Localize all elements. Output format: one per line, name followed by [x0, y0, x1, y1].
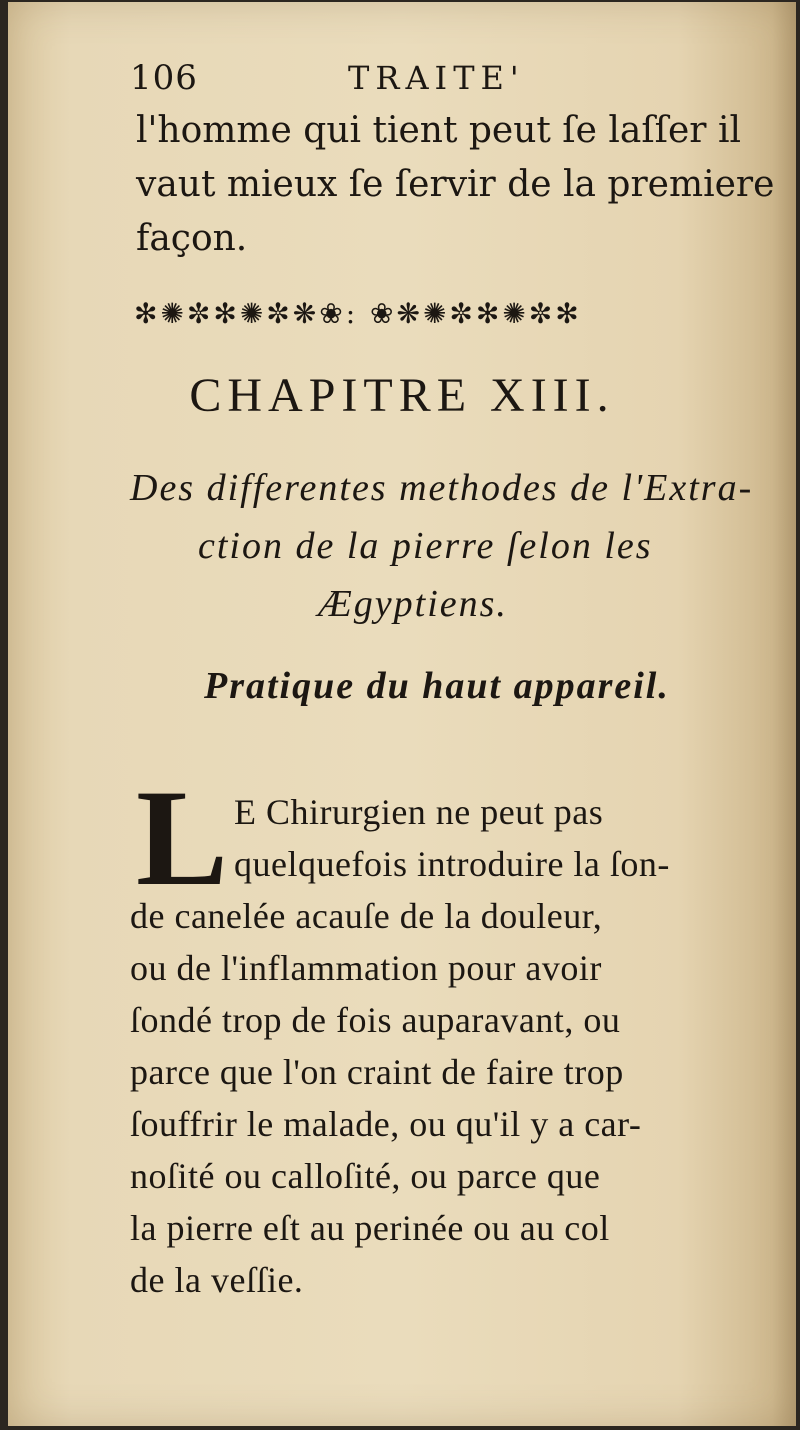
drop-cap: L: [136, 761, 229, 914]
body-line: ou de l'inflammation pour avoir: [130, 948, 602, 988]
running-head: [130, 54, 710, 102]
body-line: ſouffrir le malade, ou qu'il y a car-: [130, 1104, 642, 1144]
page-number: 106: [130, 58, 198, 98]
carryover-line: vaut mieux ſe ſervir de la premiere: [136, 164, 775, 205]
ornament-band: ✻✺✼✻✺✼❋❀: ❀❋✺✼✻✺✼✻: [134, 297, 582, 330]
body-line: de la veſſie.: [130, 1260, 304, 1300]
body-line: la pierre eſt au perinée ou au col: [130, 1208, 610, 1248]
section-heading: Pratique du haut appareil.: [204, 665, 670, 707]
running-head-title: TRAITE': [348, 59, 525, 97]
body-line: noſité ou calloſité, ou parce que: [130, 1156, 601, 1196]
carryover-line: l'homme qui tient peut ſe laſſer il: [136, 110, 741, 151]
subtitle-line: Des differentes methodes de l'Extra-: [130, 467, 754, 509]
body-line: E Chirurgien ne peut pas: [234, 792, 604, 832]
carryover-line: façon.: [136, 218, 248, 259]
body-line: quelquefois introduire la ſon-: [234, 844, 670, 884]
body-line: de canelée acauſe de la douleur,: [130, 896, 603, 936]
chapter-title: CHAPITRE XIII.: [189, 369, 615, 422]
body-line: ſondé trop de fois auparavant, ou: [130, 1000, 621, 1040]
subtitle-line: Ægyptiens.: [318, 583, 508, 625]
subtitle-line: ction de la pierre ſelon les: [198, 525, 653, 567]
book-page: [8, 2, 796, 1426]
body-line: parce que l'on craint de faire trop: [130, 1052, 624, 1092]
